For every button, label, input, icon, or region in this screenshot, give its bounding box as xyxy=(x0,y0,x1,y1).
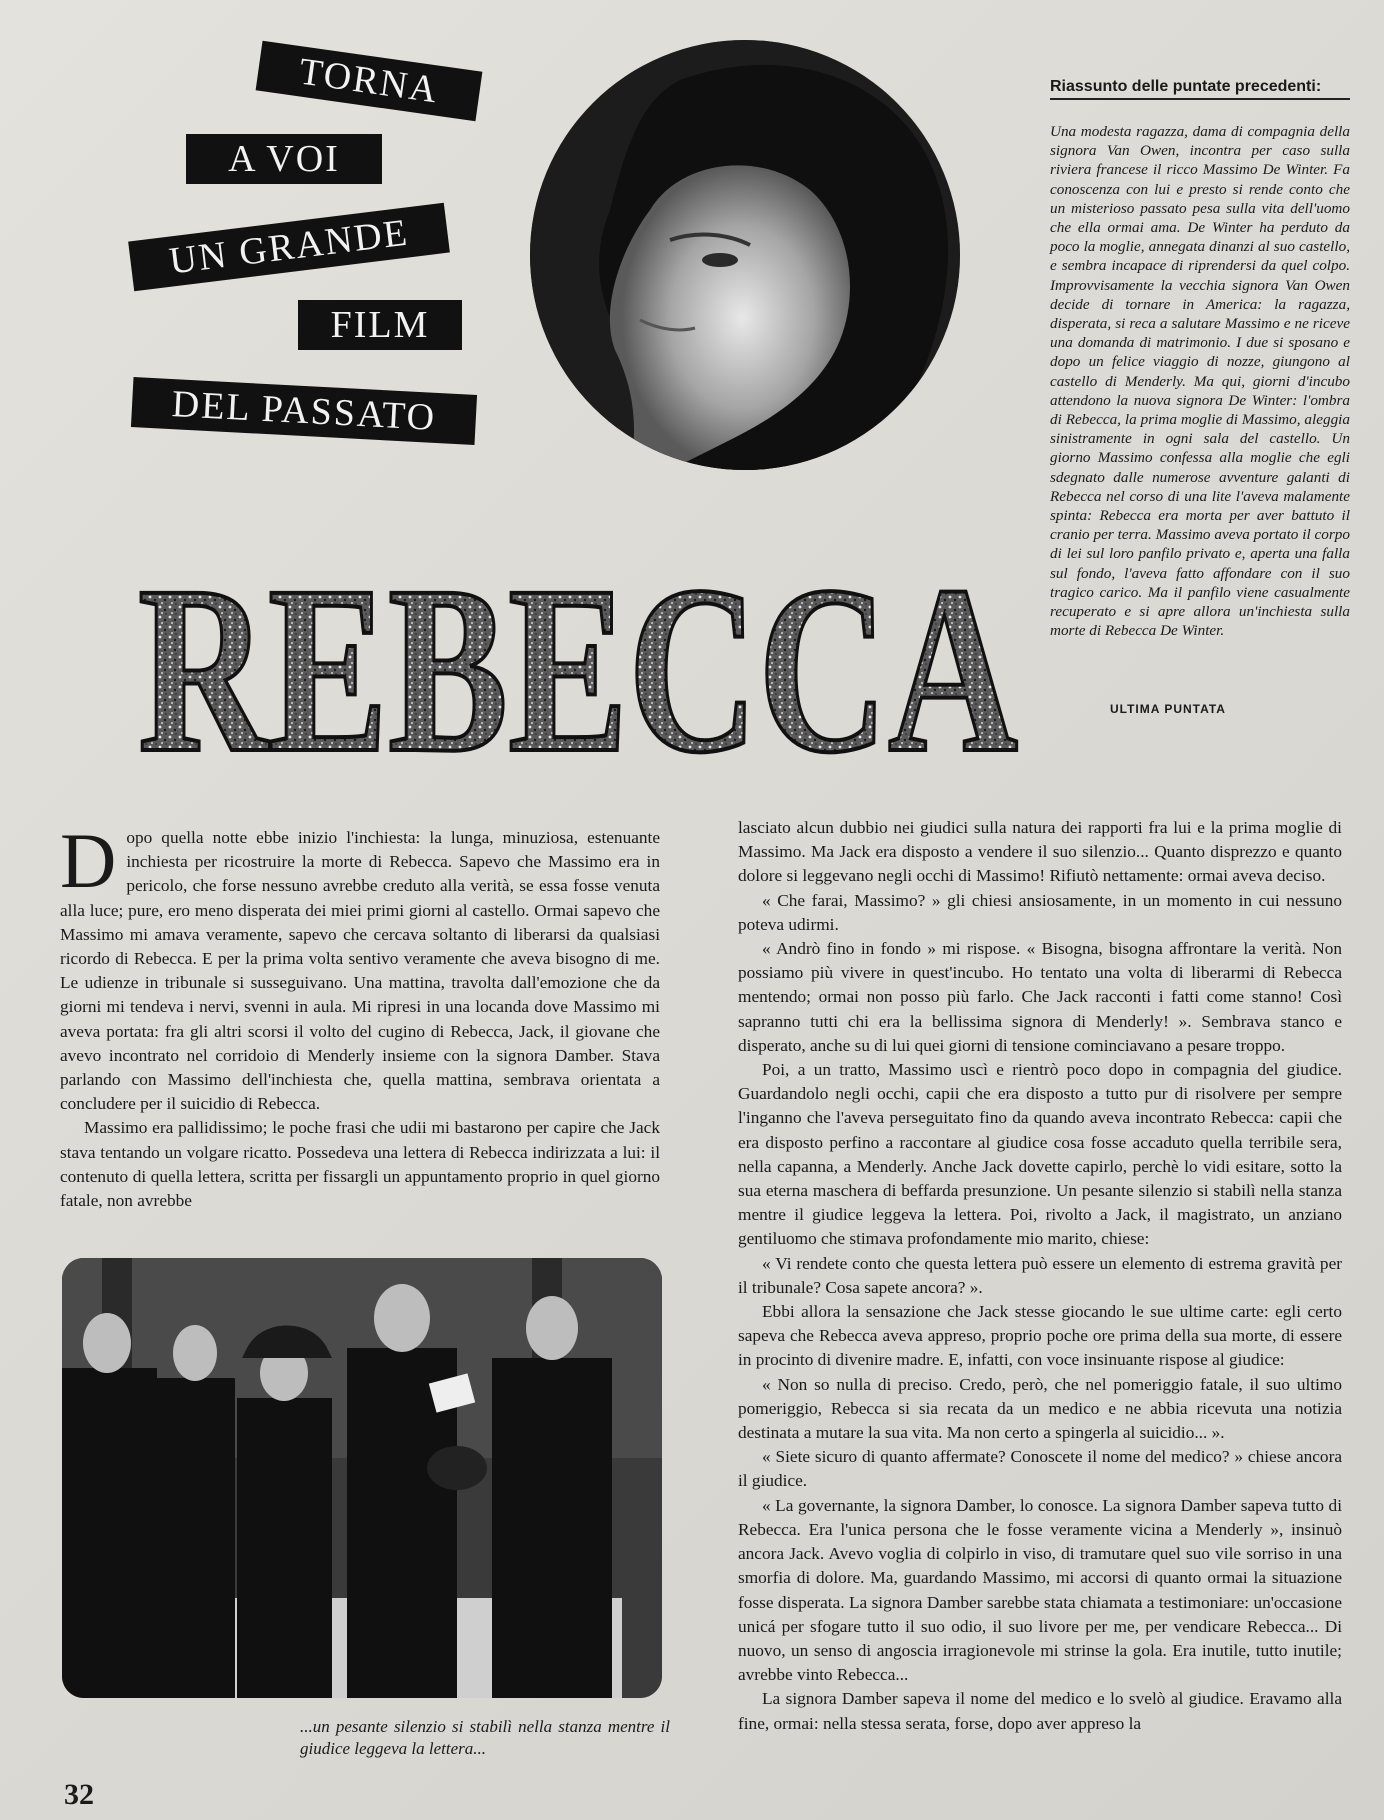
article-paragraph: La signora Damber sapeva il nome del medico e lo svelò al giudice. Eravamo alla fine, ormai: nella stessa serata, forse, dopo aver appreso la xyxy=(738,1689,1342,1733)
drop-cap: D xyxy=(60,817,117,904)
film-still-photo xyxy=(62,1258,662,1698)
article-paragraph: « Vi rendete conto che questa lettera può essere un elemento di estrema gravità per il tribunale? Cosa sapete ancora? ». xyxy=(738,1253,1342,1297)
article-paragraph: Massimo era pallidissimo; le poche frasi che udii mi bastarono per capire che Jack stava tentando un volgare ricatto. Possedeva una lettera di Rebecca indirizzata a lui: il contenuto di quella lettera, scritta per fissargli un appuntamento proprio in quel giorno fatale, non avrebbe xyxy=(60,1118,660,1211)
article-paragraph: « Siete sicuro di quanto affermate? Conoscete il nome del medico? » chiese ancora il giudice. xyxy=(738,1447,1342,1491)
article-paragraph: Poi, a un tratto, Massimo uscì e rientrò poco dopo in compagnia del giudice. Guardandolo negli occhi, capii che era disposto a tutto pur di risolvere per sempre l'inganno che l'aveva perseguitato fino da quando aveva incontrato Rebecca: capii che era disposto perfino a raccontare al giudice cosa fosse accaduto quella terribile sera, nella capanna, a Menderly. Anche Jack dovette capirlo, perchè lo vidi esitare, sotto la sua eterna maschera di beffarda presunzione. Un pesante silenzio si stabilì nella stanza mentre il giudice leggeva la lettera. Poi, rivolto a Jack, il magistrato, un anziano gentiluomo che stimava profondamente mio marito, chiese: xyxy=(738,1060,1342,1249)
article-left-column xyxy=(60,817,660,1213)
header-tag-un-grande: UN GRANDE xyxy=(128,203,450,291)
article-paragraph: lasciato alcun dubbio nei giudici sulla natura dei rapporti fra lui e la prima moglie di Massimo. Ma Jack era disposto a vendere il suo silenzio... Quanto disprezzo e quanto dolore si leggevano negli occhi di Massimo! Rifiutò nettamente: ormai aveva deciso. xyxy=(738,818,1342,886)
photo-caption: ...un pesante silenzio si stabilì nella stanza mentre il giudice leggeva la lettera... xyxy=(300,1717,670,1758)
article-paragraph: Dopo quella notte ebbe inizio l'inchiesta: la lunga, minuziosa, estenuante inchiesta per ricostruire la morte di Rebecca. Sapevo che Massimo era in pericolo, che forse nessuno avrebbe creduto alla verità, se essa fosse venuta alla luce; pure, ero meno disperata dei miei primi giorni al castello. Ormai sapevo che Massimo mi amava veramente, sapevo che cercava soltanto di liberarsi da qualsiasi ricordo di Rebecca. E per la prima volta sentivo veramente che aveva bisogno di me. Le udienze in tribunale si susseguivano. Una mattina, travolta dall'emozione che da giorni mi tendeva i nervi, svenni in aula. Mi ripresi in una locanda dove Massimo mi aveva portata: fra gli altri scorsi il volto del cugino di Rebecca, Jack, il giovane che avevo incontrato nel corridoio di Menderly insieme con la signora Damber. Stava parlando con Massimo dell'inchiesta che, quella mattina, sembrava orientata a concludere per il suicidio di Rebecca. xyxy=(60,817,660,1114)
article-paragraph: « Che farai, Massimo? » gli chiesi ansiosamente, in un momento in cui nessuno poteva udirmi. xyxy=(738,890,1342,934)
article-paragraph: « La governante, la signora Damber, lo conosce. La signora Damber sapeva tutto di Rebecca. Era l'unica persona che le fosse veramente vicina a Menderly », insinuò ancora Jack. Avevo voglia di colpirlo in viso, di tramutare quel suo vile sorriso in una smorfia di dolore. Ma, guardando Massimo, mi accorsi di quanto ormai la situazione fosse disperata. La signora Damber sarebbe stata chiamata a testimoniare: un'occasione unicá per sfogare tutto il suo odio, il suo livore per me, per vendicare Rebecca... Di nuovo, un senso di angoscia irragionevole mi strinse la gola. Era inutile, tutto inutile; avrebbe vinto Rebecca... xyxy=(738,1495,1342,1685)
recap-heading: Riassunto delle puntate precedenti: xyxy=(1050,78,1350,100)
article-right-column xyxy=(738,816,1342,1736)
article-paragraph: « Non so nulla di preciso. Credo, però, che nel pomeriggio fatale, il suo ultimo pomeriggio, Rebecca si sia recata da un medico e ne abbia ricevuta una notizia destinata a mutare la sua vita. Ma non certo a spingerla al suicidio... ». xyxy=(738,1374,1342,1443)
rebecca-title-text: REBECCA xyxy=(138,555,1018,765)
rebecca-title xyxy=(128,555,1028,765)
header-tag-a-voi: A VOI xyxy=(186,134,382,184)
header-tag-torna: TORNA xyxy=(256,41,483,121)
actress-portrait-photo xyxy=(530,40,960,470)
article-paragraph: Ebbi allora la sensazione che Jack stesse giocando le sue ultime carte: egli certo sapeva che Rebecca aveva appreso, proprio poche ore prima della sua morte, di essere in procinto di divenire madre. E, infatti, con voce insinuante rispose al giudice: xyxy=(738,1302,1342,1370)
recap-text: Una modesta ragazza, dama di compagnia della signora Van Owen, incontra per caso sulla riviera francese il ricco Massimo De Winter. Fa conoscenza con lui e presto si rende conto che un misterioso passato pesa sulla vita dell'uomo che ella ormai ama. De Winter ha perduto da poco la moglie, annegata dinanzi al suo castello, e sembra incapace di riprendersi da quel colpo. Improvvisamente la vecchia signora Van Owen decide di tornare in America: la ragazza, disperata, si reca a salutare Massimo e ne riceve una domanda di matrimonio. I due si sposano e dopo un felice viaggio di nozze, giungono al castello di Menderly. Ma qui, giorni d'incubo attendono la nuova signora De Winter: l'ombra di Rebecca, la prima moglie di Massimo, aleggia sinistramente in ogni sala del castello. Un giorno Massimo confessa alla moglie che egli sdegnato dalle numerose avventure galanti di Rebecca nel corso di una lite l'aveva malamente spinta: Rebecca era morta per aver battuto il cranio per terra. Massimo aveva portato il corpo di lei sul loro panfilo privato e, aperta una falla sul fondo, l'aveva fatto affondare con il suo tragico carico. Ma il panfilo viene casualmente recuperato e si apre allora un'inchiesta sulla morte di Rebecca De Winter. xyxy=(1050,123,1350,640)
page-number: 32 xyxy=(64,1778,94,1811)
article-paragraph: « Andrò fino in fondo » mi rispose. « Bisogna, bisogna affrontare la verità. Non possiamo più vivere in quest'incubo. Ho tentato una volta di liberarmi di Rebecca mentendo; ormai non posso più farlo. Che Jack racconti i fatti come stanno! Così sapranno tutti chi era la bellissima signora di Menderly! ». Sembrava stanco e disperato, anche su di lui quei giorni di tensione cominciavano a pesare troppo. xyxy=(738,939,1342,1055)
header-tag-del-passato: DEL PASSATO xyxy=(131,377,477,445)
header-tag-film: FILM xyxy=(298,300,462,350)
installment-label: ULTIMA PUNTATA xyxy=(1110,702,1226,716)
